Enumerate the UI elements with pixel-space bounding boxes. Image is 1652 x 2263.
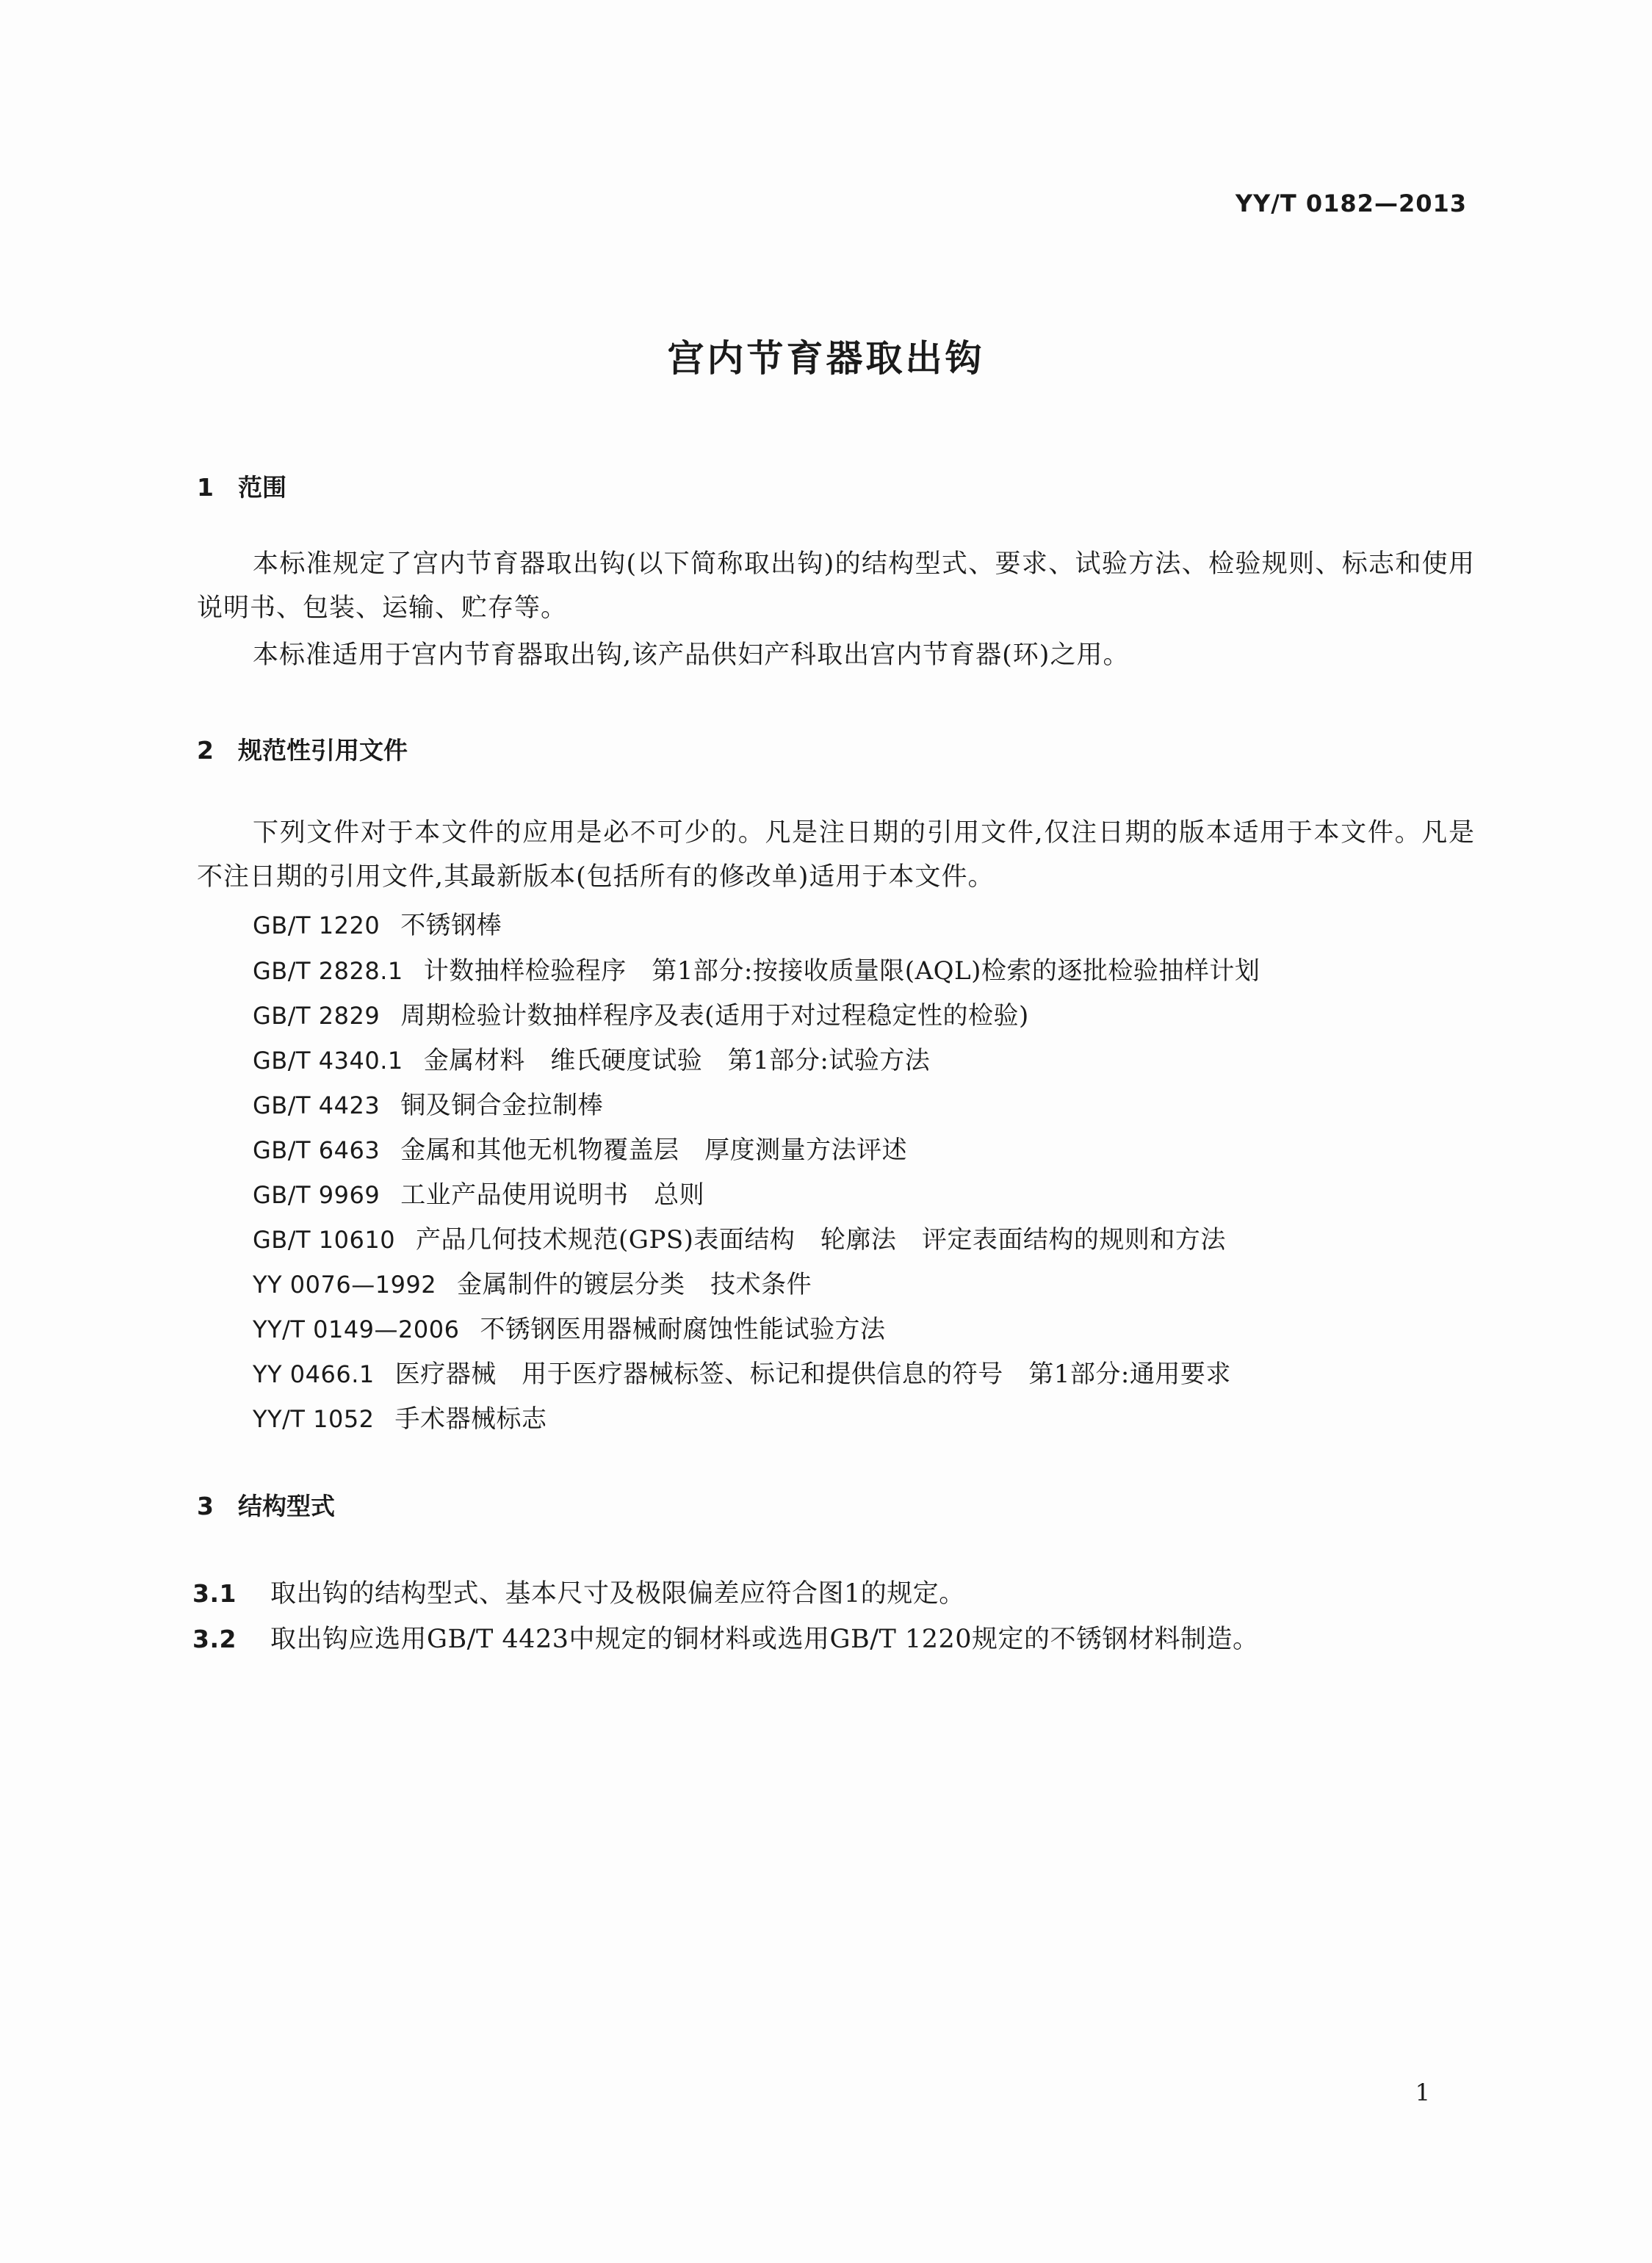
reference-item: [253, 995, 1029, 1031]
reference-title: 医疗器械 用于医疗器械标签、标记和提供信息的符号 第1部分:通用要求: [394, 1360, 1231, 1389]
reference-code: GB/T 1220: [253, 912, 380, 939]
section-1-paragraph-1: 本标准规定了宫内节育器取出钩(以下简称取出钩)的结构型式、要求、试验方法、检验规则、标志和使用说明书、包装、运输、贮存等。: [197, 549, 1475, 623]
reference-code: GB/T 4423: [253, 1091, 380, 1119]
clause-text: 取出钩应选用GB/T 4423中规定的铜材料或选用GB/T 1220规定的不锈钢材料制造。: [270, 1625, 1259, 1654]
reference-item: [253, 1174, 704, 1210]
reference-title: 不锈钢医用器械耐腐蚀性能试验方法: [480, 1315, 886, 1344]
reference-item: [253, 905, 502, 941]
reference-code: YY 0076—1992: [253, 1271, 437, 1299]
reference-item: [253, 1309, 885, 1345]
reference-code: GB/T 4340.1: [253, 1047, 403, 1075]
clause-number: 3.2: [192, 1625, 237, 1653]
reference-title: 金属制件的镀层分类 技术条件: [457, 1270, 812, 1299]
reference-item: [253, 1398, 547, 1434]
section-number: 2: [197, 736, 214, 765]
reference-item: [253, 1264, 812, 1300]
standard-code: YY/T 0182—2013: [1235, 190, 1467, 217]
reference-code: GB/T 10610: [253, 1226, 396, 1254]
reference-code: GB/T 2828.1: [253, 957, 403, 985]
reference-title: 手术器械标志: [394, 1404, 547, 1434]
section-title: 结构型式: [238, 1492, 335, 1520]
reference-title: 工业产品使用说明书 总则: [400, 1180, 705, 1210]
section-title: 规范性引用文件: [238, 736, 408, 765]
reference-title: 计数抽样检验程序 第1部分:按接收质量限(AQL)检索的逐批检验抽样计划: [423, 956, 1260, 986]
document-title: 宫内节育器取出钩: [667, 337, 985, 380]
section-1-heading: [197, 469, 286, 503]
reference-item: [253, 950, 1260, 986]
reference-item: [253, 1040, 930, 1076]
reference-item: [253, 1085, 603, 1121]
section-1-paragraph-2: 本标准适用于宫内节育器取出钩,该产品供妇产科取出宫内节育器(环)之用。: [253, 640, 1130, 670]
reference-code: GB/T 6463: [253, 1136, 380, 1164]
reference-title: 金属材料 维氏硬度试验 第1部分:试验方法: [423, 1046, 931, 1075]
section-title: 范围: [238, 473, 286, 502]
section-number: 1: [197, 473, 214, 502]
reference-item: [253, 1130, 907, 1166]
clause-text: 取出钩的结构型式、基本尺寸及极限偏差应符合图1的规定。: [270, 1579, 965, 1609]
clause-3-1: [192, 1573, 965, 1610]
reference-code: YY/T 1052: [253, 1405, 375, 1433]
reference-title: 铜及铜合金拉制棒: [400, 1091, 604, 1120]
reference-code: GB/T 9969: [253, 1181, 380, 1209]
section-2-heading: [197, 732, 408, 766]
clause-3-2: [192, 1619, 1259, 1656]
reference-code: GB/T 2829: [253, 1002, 380, 1030]
section-3-heading: [197, 1487, 335, 1522]
page-number: 1: [1415, 2079, 1430, 2107]
reference-title: 周期检验计数抽样程序及表(适用于对过程稳定性的检验): [400, 1001, 1029, 1031]
reference-item: [253, 1354, 1231, 1390]
reference-item: [253, 1219, 1226, 1255]
reference-title: 产品几何技术规范(GPS)表面结构 轮廓法 评定表面结构的规则和方法: [416, 1225, 1226, 1255]
section-2-intro: 下列文件对于本文件的应用是必不可少的。凡是注日期的引用文件,仅注日期的版本适用于本文件。凡是不注日期的引用文件,其最新版本(包括所有的修改单)适用于本文件。: [197, 818, 1475, 892]
reference-title: 金属和其他无机物覆盖层 厚度测量方法评述: [400, 1136, 908, 1165]
reference-code: YY 0466.1: [253, 1360, 375, 1388]
reference-title: 不锈钢棒: [400, 911, 502, 940]
clause-number: 3.1: [192, 1579, 237, 1608]
section-number: 3: [197, 1492, 214, 1520]
reference-code: YY/T 0149—2006: [253, 1315, 460, 1343]
